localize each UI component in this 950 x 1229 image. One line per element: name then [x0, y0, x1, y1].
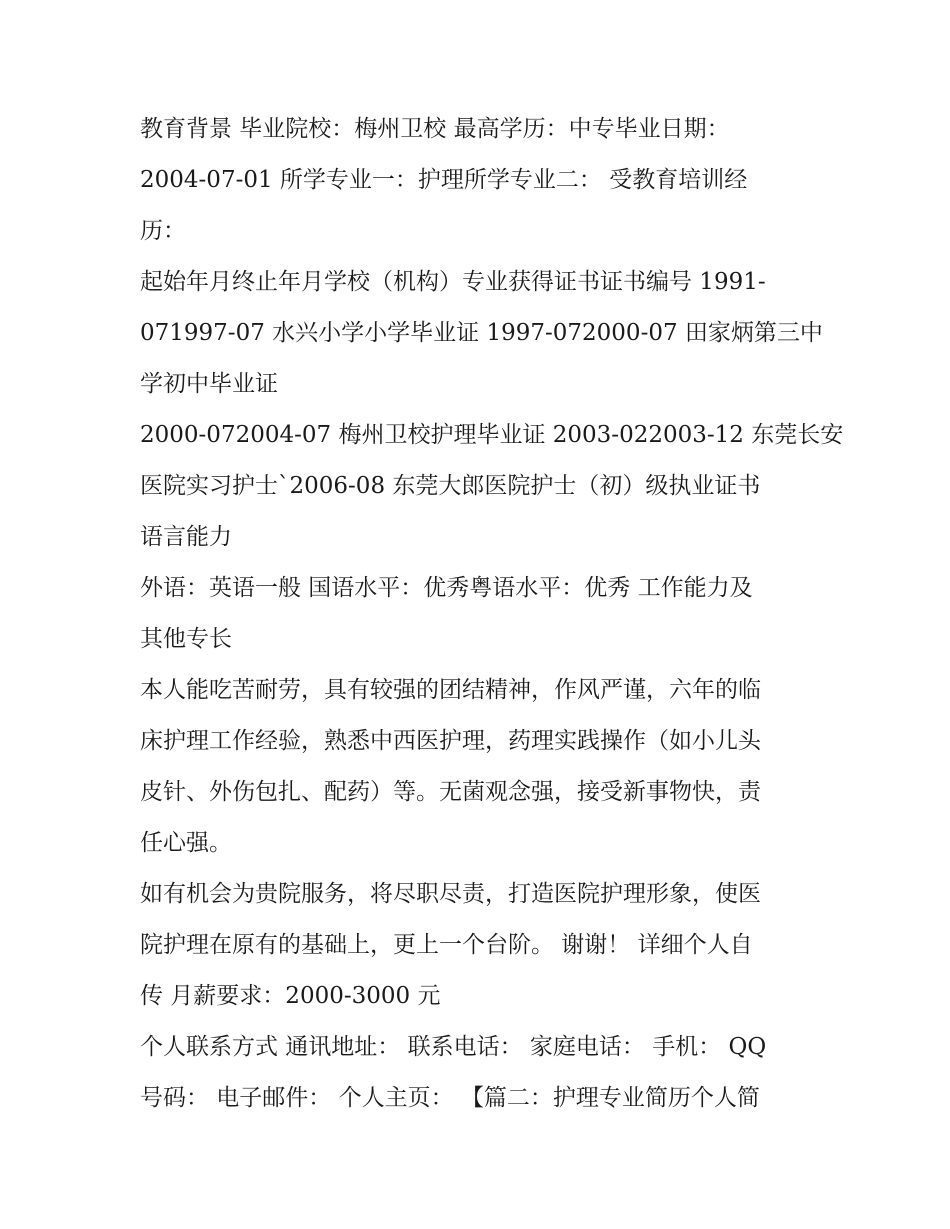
text-line: 院护理在原有的基础上，更上一个台阶。 谢谢！ 详细个人自 — [140, 932, 753, 958]
text-line: 任心强。 — [140, 830, 232, 856]
text-line: 教育背景 毕业院校：梅州卫校 最高学历：中专毕业日期： — [140, 116, 730, 142]
section-heading: 语言能力 — [140, 524, 232, 550]
text-line: 号码： 电子邮件： 个人主页： 【篇二：护理专业简历个人简 — [140, 1085, 760, 1111]
text-line: 医院实习护士`2006-08 东莞大郎医院护士（初）级执业证书 — [140, 473, 761, 499]
text-line: 个人联系方式 通讯地址： 联系电话： 家庭电话： 手机： QQ — [140, 1034, 767, 1060]
text-line: 床护理工作经验，熟悉中西医护理，药理实践操作（如小儿头 — [140, 728, 761, 754]
text-line: 传 月薪要求：2000-3000 元 — [140, 983, 441, 1009]
text-line: 皮针、外伤包扎、配药）等。无菌观念强，接受新事物快，责 — [140, 779, 761, 805]
text-line: 071997-07 水兴小学小学毕业证 1997-072000-07 田家炳第三中 — [140, 320, 823, 346]
text-line: 本人能吃苦耐劳，具有较强的团结精神，作风严谨，六年的临 — [140, 677, 761, 703]
text-line: 其他专长 — [140, 626, 232, 652]
text-line: 外语：英语一般 国语水平：优秀粤语水平：优秀 工作能力及 — [140, 575, 753, 601]
text-line: 2000-072004-07 梅州卫校护理毕业证 2003-022003-12 东莞长安 — [140, 422, 844, 448]
text-line: 2004-07-01 所学专业一：护理所学专业二： 受教育培训经 — [140, 167, 748, 193]
text-line: 学初中毕业证 — [140, 371, 278, 397]
text-line: 起始年月终止年月学校（机构）专业获得证书证书编号 1991- — [140, 269, 766, 295]
text-line: 如有机会为贵院服务，将尽职尽责，打造医院护理形象，使医 — [140, 881, 761, 907]
document-body — [140, 104, 844, 1124]
text-line: 历： — [140, 218, 186, 244]
